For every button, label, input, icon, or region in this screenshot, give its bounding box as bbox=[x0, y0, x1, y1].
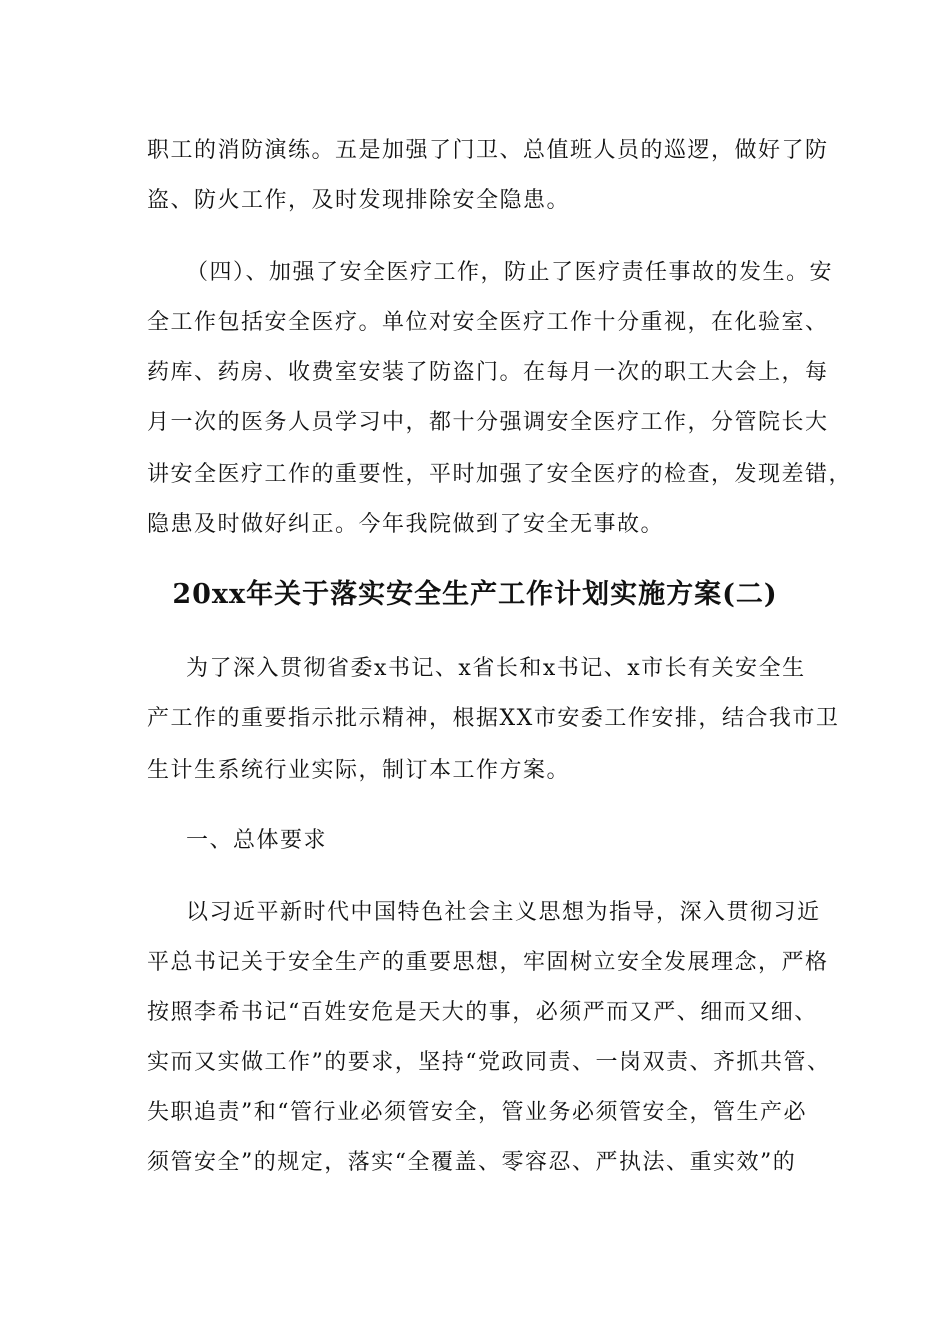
paragraph-line: 讲安全医疗工作的重要性，平时加强了安全医疗的检查，发现差错， bbox=[147, 462, 853, 487]
paragraph-line: 药库、药房、收费室安装了防盗门。在每月一次的职工大会上，每 bbox=[147, 360, 829, 385]
paragraph-line: 生计生系统行业实际，制订本工作方案。 bbox=[147, 758, 571, 783]
paragraph-line: 实而又实做工作”的要求，坚持“党政同责、一岗双责、齐抓共管、 bbox=[147, 1050, 831, 1075]
paragraph-line: （四）、加强了安全医疗工作，防止了医疗责任事故的发生。安 bbox=[186, 260, 834, 285]
paragraph-line: 按照李希书记“百姓安危是天大的事，必须严而又严、细而又细、 bbox=[147, 1000, 818, 1025]
paragraph-line: 全工作包括安全医疗。单位对安全医疗工作十分重视，在化验室、 bbox=[147, 310, 829, 335]
paragraph-line: 职工的消防演练。五是加强了门卫、总值班人员的巡逻，做好了防 bbox=[147, 138, 829, 163]
paragraph-line: 平总书记关于安全生产的重要思想，牢固树立安全发展理念，严格 bbox=[147, 950, 829, 975]
paragraph-line: 以习近平新时代中国特色社会主义思想为指导，深入贯彻习近 bbox=[186, 900, 821, 925]
paragraph-line: 为了深入贯彻省委x书记、x省长和x书记、x市长有关安全生 bbox=[186, 656, 806, 681]
section-title: 20xx年关于落实安全生产工作计划实施方案(二) bbox=[172, 579, 778, 610]
paragraph-line: 月一次的医务人员学习中，都十分强调安全医疗工作，分管院长大 bbox=[147, 410, 829, 435]
paragraph-line: 须管安全”的规定，落实“全覆盖、零容忍、严执法、重实效”的 bbox=[147, 1150, 797, 1175]
paragraph-line: 产工作的重要指示批示精神，根据XX市安委工作安排，结合我市卫 bbox=[147, 706, 840, 731]
section-heading: 一、总体要求 bbox=[186, 828, 328, 853]
paragraph-line: 盗、防火工作，及时发现排除安全隐患。 bbox=[147, 188, 571, 213]
paragraph-line: 隐患及时做好纠正。今年我院做到了安全无事故。 bbox=[147, 512, 665, 537]
paragraph-line: 失职追责”和“管行业必须管安全，管业务必须管安全，管生产必 bbox=[147, 1100, 807, 1125]
